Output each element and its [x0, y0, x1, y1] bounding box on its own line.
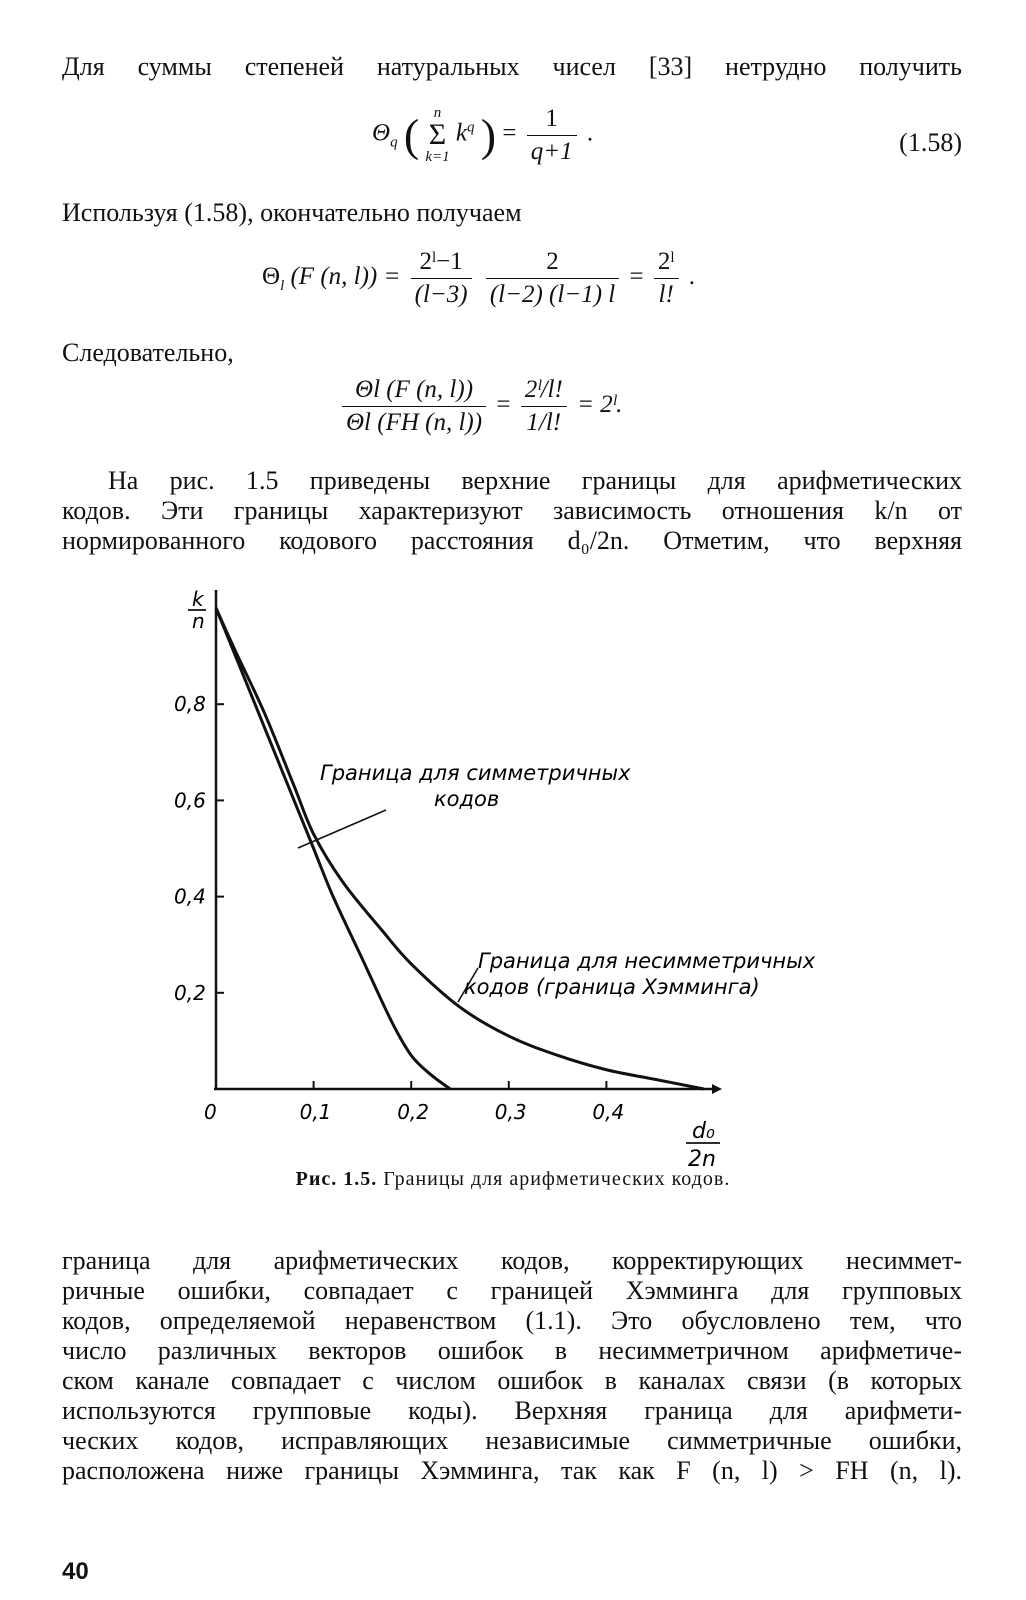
eq2-f2-den: (l−2) (l−1) l — [489, 281, 616, 308]
eq158-term-sup: q — [467, 119, 475, 136]
hamming-label-line-2: кодов (граница Хэмминга) — [464, 975, 760, 999]
eq2-theta: Θ — [262, 263, 281, 291]
equation-1-58: $\Theta_q$ ( n Σ k=1 $k^q$ ) = $\frac{1}{q+1}$ . — [372, 104, 594, 165]
equation-ratio: $\frac{\Theta l (F (n, l))}{\Theta l (FH (n, l))}$ = $\frac{\text{2ˡ/l!}}{1/l!}$ = 2ˡ. — [338, 376, 622, 437]
paragraph-final-line-1: граница для арифметических кодов, корректирующих несиммет- — [62, 1246, 962, 1275]
paragraph-final-line-5: ском канале совпадает с числом ошибок в каналах связи (в которых — [62, 1366, 962, 1395]
equation-number: (1.58) — [899, 128, 962, 157]
y-tick-label: 0,6 — [174, 788, 206, 813]
paragraph-final-line-4: число различных векторов ошибок в несимметричном арифметиче- — [62, 1336, 962, 1365]
paragraph-therefore: Следовательно, — [62, 338, 234, 367]
eq158-sum-top: n — [433, 105, 442, 121]
y-axis-label-k: k — [192, 587, 204, 611]
paragraph-final-line-7: ческих кодов, исправляющих независимые симметричные ошибки, — [62, 1426, 962, 1455]
paragraph-intro: Для суммы степеней натуральных чисел [33] нетрудно получить — [62, 52, 962, 81]
x-tick-label: 0,2 — [397, 1100, 430, 1124]
eq2-arg: (F (n, l)) = — [290, 263, 401, 291]
y-tick-label: 0,2 — [174, 980, 206, 1005]
eq2-f1-den: (l−3) — [414, 281, 468, 308]
paragraph-using: Используя (1.58), окончательно получаем — [62, 198, 522, 227]
eq158-theta: Θ — [372, 119, 391, 147]
eq3-f1-den: Θl (FH (n, l)) — [346, 409, 483, 436]
eq2-f2-num: 2 — [486, 248, 619, 279]
paragraph-final-line-8: расположена ниже границы Хэмминга, так как F (n, l) > FH (n, l). — [62, 1456, 962, 1485]
eq2-theta-sub: l — [280, 278, 285, 295]
y-axis-label-n: n — [192, 609, 205, 633]
y-tick-label: 0,4 — [174, 884, 206, 909]
symmetric-label-line-2: кодов — [434, 787, 500, 811]
eq3-f1-num: Θl (F (n, l)) — [342, 376, 486, 407]
x-tick-label: 0,1 — [299, 1100, 332, 1124]
paragraph-figure-intro-line-1: На рис. 1.5 приведены верхние границы для арифметических — [108, 466, 962, 495]
equation-bound: $\Theta_l$ (F (n, l)) = $\frac{\text{2ˡ−1}}{(l-3)}$ $\frac{2}{(l-2) (l-1) l}$ = $\frac{\text{2ˡ}}{l!}$ . — [262, 248, 695, 308]
paragraph-figure-intro-line-2: кодов. Эти границы характеризуют зависимость отношения k/n от — [62, 496, 962, 525]
caption-label: Рис. 1.5. — [295, 1168, 378, 1190]
x-axis-label-2n: 2n — [688, 1147, 716, 1170]
hamming-bound-curve — [216, 608, 704, 1089]
x-tick-label: 0 — [204, 1100, 217, 1124]
figure-caption — [0, 1168, 1026, 1191]
x-tick-label: 0,3 — [494, 1100, 527, 1124]
hamming-label-line-1: Граница для несимметричных — [478, 949, 816, 973]
eq158-term: k — [455, 119, 468, 147]
paragraph-final-line-3: кодов, определяемой неравенством (1.1). Это обусловлено тем, что — [62, 1306, 962, 1335]
eq3-f2-den: 1/l! — [526, 409, 562, 436]
page-number: 40 — [62, 1558, 89, 1585]
symmetric-label-line-1: Граница для симметричных — [320, 761, 631, 785]
figure-1-5-chart — [0, 570, 1026, 1170]
y-tick-label: 0,8 — [174, 692, 206, 717]
eq158-frac-num: 1 — [527, 105, 577, 136]
eq158-frac-den: q+1 — [530, 137, 573, 165]
eq2-f3-num: 2ˡ — [654, 248, 679, 279]
eq2-f3-den: l! — [658, 281, 674, 308]
eq3-f2-num: 2ˡ/l! — [521, 376, 567, 407]
eq3-result: = 2ˡ. — [577, 391, 623, 419]
eq158-sum-bottom: k=1 — [425, 149, 450, 165]
paragraph-final-line-2: ричные ошибки, совпадает с границей Хэмминга для групповых — [62, 1276, 962, 1305]
eq158-theta-sub: q — [390, 134, 398, 151]
x-axis-arrow — [712, 1084, 722, 1094]
paragraph-final-line-6: используются групповые коды). Верхняя граница для арифмети- — [62, 1396, 962, 1425]
caption-text: Границы для арифметических кодов. — [383, 1168, 731, 1190]
paragraph-figure-intro-line-3: нормированного кодового расстояния d₀/2n. Отметим, что верхняя — [62, 526, 962, 555]
eq2-f1-num: 2ˡ−1 — [411, 248, 472, 279]
x-tick-label: 0,4 — [592, 1100, 625, 1124]
x-axis-label-d0: d₀ — [692, 1119, 715, 1144]
symmetric-bound-curve — [216, 608, 450, 1089]
